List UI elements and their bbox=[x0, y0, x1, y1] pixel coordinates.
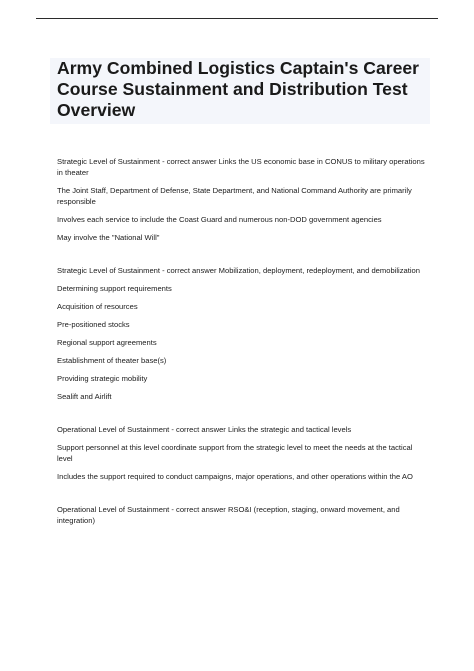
list-item: Providing strategic mobility bbox=[57, 374, 148, 383]
list-item: May involve the "National Will" bbox=[57, 233, 160, 242]
list-item: Includes the support required to conduct campaigns, major operations, and other operations within the AO bbox=[57, 472, 413, 481]
list-item: Support personnel at this level coordinate support from the strategic level to meet the needs at the tactical level bbox=[57, 443, 413, 463]
list-item: Determining support requirements bbox=[57, 284, 172, 293]
section-1 bbox=[57, 156, 429, 243]
section-heading: Strategic Level of Sustainment - correct answer Links the US economic base in CONUS to military operations in theater bbox=[57, 157, 425, 177]
list-item: Sealift and Airlift bbox=[57, 392, 112, 401]
section-heading: Operational Level of Sustainment - correct answer Links the strategic and tactical levels bbox=[57, 425, 352, 434]
top-divider bbox=[36, 18, 438, 19]
section-heading: Strategic Level of Sustainment - correct answer Mobilization, deployment, redeployment, and demobilization bbox=[57, 266, 420, 275]
section-2 bbox=[57, 265, 429, 402]
list-item: Acquisition of resources bbox=[57, 302, 138, 311]
list-item: Involves each service to include the Coast Guard and numerous non-DOD government agencies bbox=[57, 215, 382, 224]
list-item: The Joint Staff, Department of Defense, State Department, and National Command Authority are primarily responsible bbox=[57, 186, 412, 206]
section-heading: Operational Level of Sustainment - correct answer RSO&I (reception, staging, onward movement, and integration) bbox=[57, 505, 400, 525]
section-4 bbox=[57, 504, 429, 526]
list-item: Regional support agreements bbox=[57, 338, 157, 347]
document-title: Army Combined Logistics Captain's Career Course Sustainment and Distribution Test Overview bbox=[57, 58, 420, 120]
document-body bbox=[57, 156, 429, 526]
section-3 bbox=[57, 424, 429, 482]
list-item: Pre-positioned stocks bbox=[57, 320, 130, 329]
list-item: Establishment of theater base(s) bbox=[57, 356, 167, 365]
